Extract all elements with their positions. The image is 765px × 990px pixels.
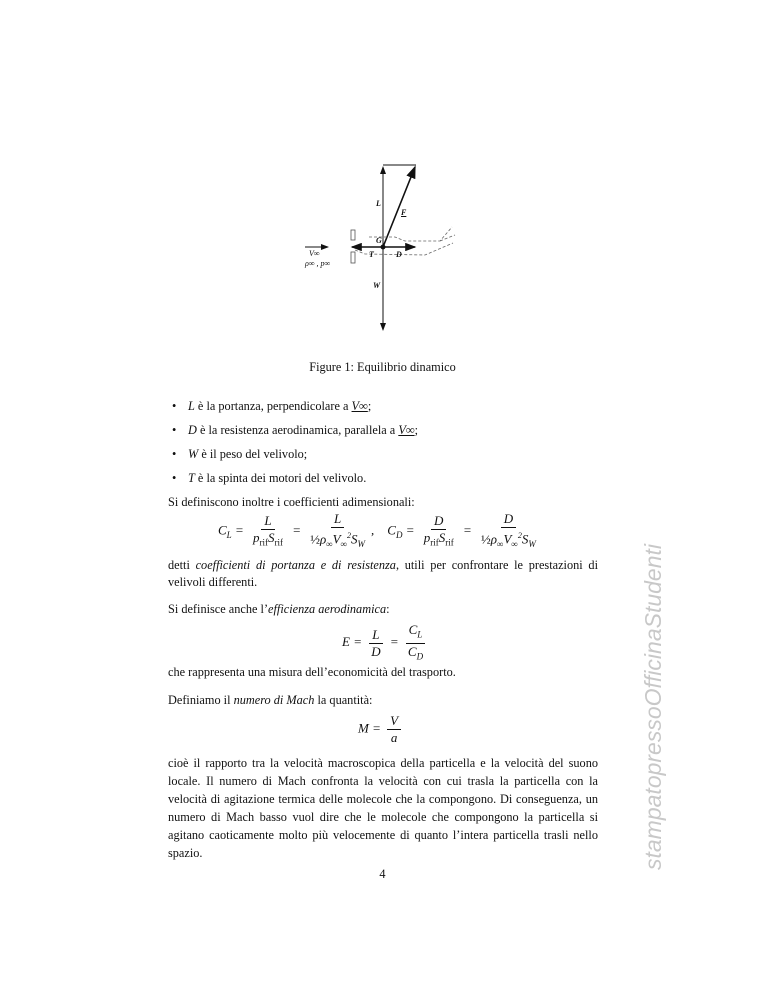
equilibrium-diagram (295, 155, 475, 335)
figure-caption: Figure 1: Equilibrio dinamico (309, 360, 456, 374)
paragraph-coefficients-desc: detti coefficienti di portanza e di resistenza, utili per confrontare le prestazioni di velivoli differenti. (168, 558, 598, 589)
lift-label: L (376, 199, 381, 208)
bullet-drag: • D è la resistenza aerodinamica, parallela a V∞; (188, 423, 418, 438)
bullet-thrust: • T è la spinta dei motori del velivolo. (188, 471, 366, 486)
drag-label: D (396, 250, 402, 259)
force-label: F (401, 208, 407, 217)
paragraph-efficiency: Si definisce anche l’efficienza aerodinamica: (168, 602, 390, 616)
paragraph-mach-intro: Definiamo il numero di Mach la quantità: (168, 693, 373, 707)
page-number: 4 (379, 867, 386, 881)
equation-mach: M = $\frac{V}{a}$ (358, 713, 404, 746)
paragraph-economy: che rappresenta una misura dell’economicità del trasporto. (168, 665, 456, 679)
paragraph-coefficients-intro: Si definiscono inoltre i coefficienti adimensionali: (168, 495, 415, 509)
velocity-label: V∞ (309, 249, 320, 258)
weight-label: W (373, 281, 381, 290)
thrust-label: T (369, 250, 374, 259)
paragraph-mach-desc: cioè il rapporto tra la velocità macroscopica della particella e la velocità del suono locale. Il numero di Mach confronta la velocità con cui trasla la particella con la velocità di agitazione termica delle molecole che la compongono. Di conseguenza, un numero di Mach basso vuol dire che le molecole che compongono la particella si agitano caoticamente molto più velocemente di quanto l’intera particella trasli nello spazio. (168, 756, 598, 860)
density-pressure-label: ρ∞ , p∞ (305, 259, 331, 268)
bullet-weight: • W è il peso del velivolo; (188, 447, 307, 462)
bullet-lift: • L è la portanza, perpendicolare a V∞; (188, 399, 371, 414)
equation-coefficients: $C_L$ = $\frac{L}{p_{rif}S_{rif}}$ = $\frac{L}{\frac{1}{2}\rho_\infty V_\infty^2S_W}$ , $C_D$ = $\frac{D}{p_{rif}S_{rif}}$ = $\frac{D}{\frac{1}{2}\rho_\infty V_\infty^2S_W}$ (218, 511, 536, 549)
center-gravity-label: G (376, 236, 382, 245)
watermark: stampatopressoOfficinaStudenti (640, 543, 666, 870)
equation-efficiency: E = $\frac{L}{D}$ = $\frac{C_L}{C_D}$ (342, 622, 429, 664)
